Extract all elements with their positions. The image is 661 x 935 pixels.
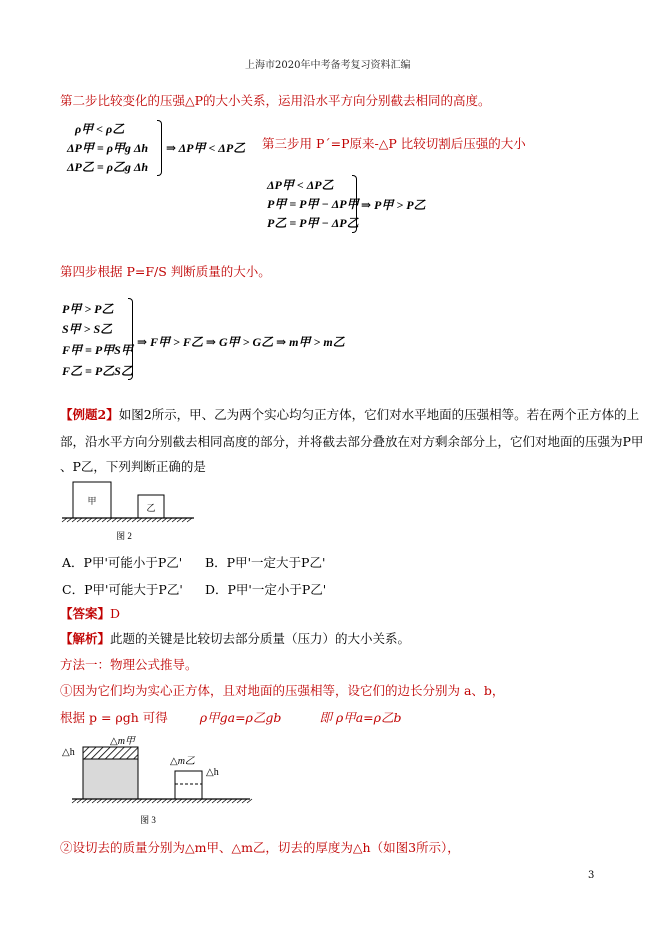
step4-line3: F甲 = P甲S甲: [62, 343, 133, 357]
answer-value: D: [110, 606, 121, 621]
cube-yi: [175, 771, 202, 799]
figure-2: [60, 480, 200, 542]
right-brace: [128, 298, 133, 380]
option-a: A．P甲'可能小于P乙': [62, 555, 183, 570]
step2-text: 第二步比较变化的压强△P的大小关系，运用沿水平方向分别截去相同的高度。: [60, 93, 491, 108]
method1: 方法一：物理公式推导。: [60, 657, 198, 672]
item1: ①因为它们均为实心正方体，且对地面的压强相等，设它们的边长分别为 a、b，: [60, 683, 505, 698]
step2-line3: ΔP乙 = ρ乙g Δh: [67, 160, 149, 174]
step3-result: ⇒ P甲 > P乙: [361, 198, 426, 212]
page-number: 3: [588, 870, 595, 881]
cube-jia-label: 甲: [87, 496, 97, 506]
option-c: C．P甲'可能大于P乙': [62, 582, 183, 597]
step4-result: ⇒ F甲 > F乙 ⇒ G甲 > G乙 ⇒ m甲 > m乙: [137, 335, 345, 349]
option-b: B．P甲'一定大于P乙': [205, 555, 326, 570]
answer-tag: 【答案】: [60, 606, 111, 621]
page-header: 上海市2020年中考备考复习资料汇编: [245, 60, 411, 71]
step3-text: 第三步用 P´=P原来-△P 比较切割后压强的大小: [262, 136, 526, 151]
step4-text: 第四步根据 P=F/S 判断质量的大小。: [60, 264, 271, 279]
step2-line1: ρ甲 < ρ乙: [75, 122, 125, 136]
answer-line: [60, 604, 120, 622]
figure-3-caption: 图 3: [140, 815, 156, 825]
step2-result: ⇒ ΔP甲 < ΔP乙: [166, 141, 246, 155]
step4-line2: S甲 > S乙: [62, 322, 113, 336]
figure-2-caption: 图 2: [116, 531, 132, 541]
step3-line1: ΔP甲 < ΔP乙: [267, 178, 334, 192]
example-line3: 、P乙，下列判断正确的是: [60, 459, 206, 474]
right-brace: [352, 175, 357, 233]
right-brace: [157, 120, 162, 176]
figure-3: [60, 733, 260, 828]
cube-yi-label: 乙: [146, 503, 156, 513]
example-line2: 部，沿水平方向分别截去相同高度的部分，并将截去部分叠放在对方剩余部分上，它们对地面的压强为P甲: [60, 434, 644, 449]
step3-line2: P甲 = P甲 − ΔP甲: [267, 197, 359, 211]
example-line1: 【例题2】如图2所示，甲、乙为两个实心均匀正方体，它们对水平地面的压强相等。若在两个正方体的上: [60, 407, 640, 422]
analysis-tag: 【解析】: [60, 631, 111, 646]
dm-yi-label: △m乙: [170, 756, 195, 767]
example-tag: 【例题2】: [60, 407, 119, 422]
step3-line3: P乙 = P甲 − ΔP乙: [267, 216, 359, 230]
dm-jia-label: △m甲: [110, 736, 135, 747]
step4-line4: F乙 = P乙S乙: [62, 364, 133, 378]
cut-slab-jia: [83, 747, 138, 759]
item2: ②设切去的质量分别为△m甲、△m乙，切去的厚度为△h（如图3所示），: [60, 840, 460, 855]
formula-line: 根据 p = ρgh 可得 ρ甲ga=ρ乙gb 即 ρ甲a=ρ乙b: [60, 710, 402, 725]
cube-jia-remaining: [83, 759, 138, 799]
step2-line2: ΔP甲 = ρ甲g Δh: [67, 141, 149, 155]
option-d: D．P甲'一定小于P乙': [205, 582, 327, 597]
dh-left-label: △h: [62, 747, 75, 758]
step4-line1: P甲 > P乙: [62, 302, 114, 316]
dh-right-label: △h: [206, 767, 219, 778]
analysis-line: 【解析】此题的关键是比较切去部分质量（压力）的大小关系。: [60, 631, 411, 646]
